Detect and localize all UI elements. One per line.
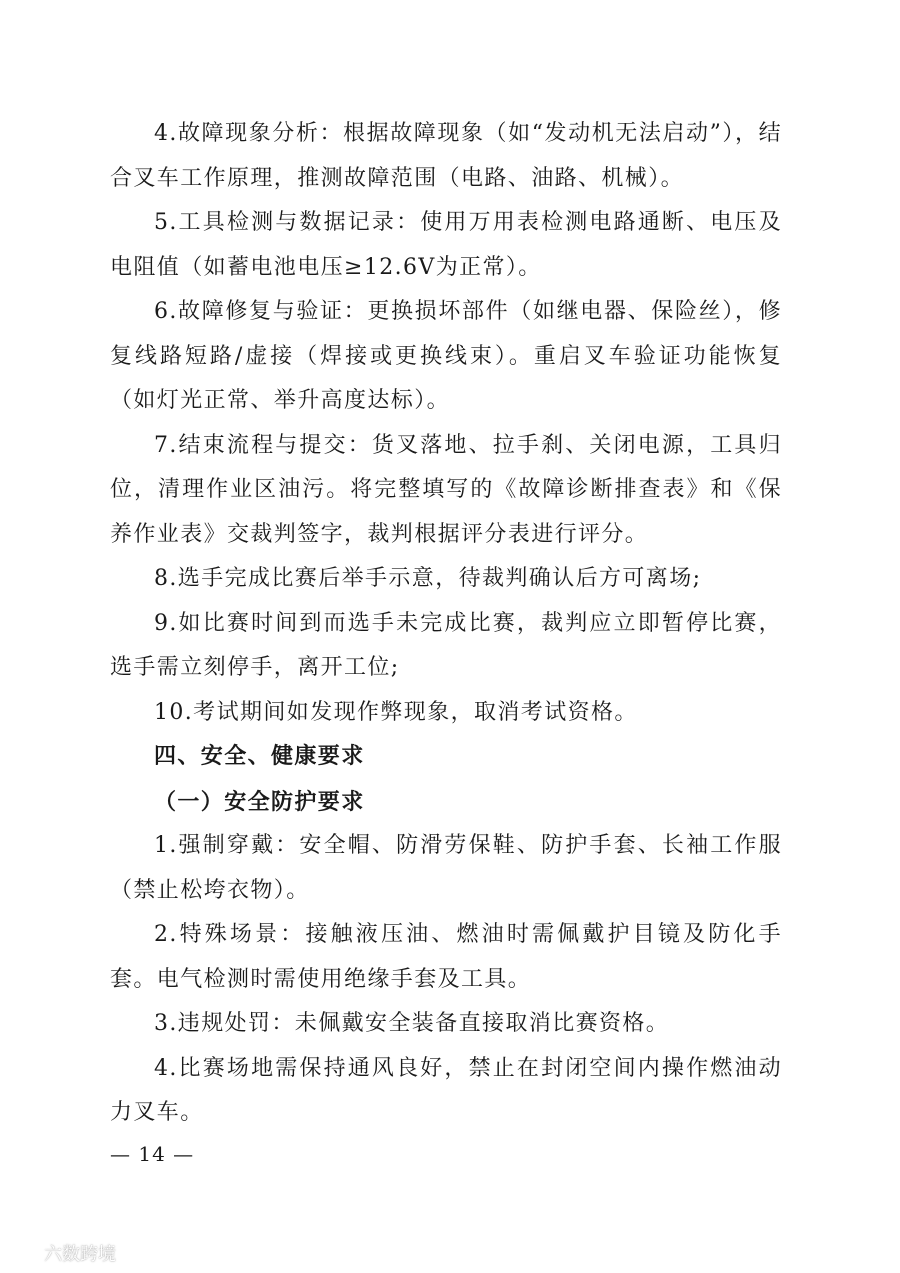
subsection-heading: （一）安全防护要求: [154, 788, 365, 815]
paragraph-special-scenarios: 2.特殊场景：接触液压油、燃油时需佩戴护目镜及防化手套。电气检测时需使用绝缘手套及工具。: [110, 922, 782, 992]
paragraph-repair-verification: 6.故障修复与验证：更换损坏部件（如继电器、保险丝），修复线路短路/虚接（焊接或更换线束）。重启叉车验证功能恢复（如灯光正常、举升高度达标）。: [110, 299, 782, 413]
paragraph-violation-penalty: 3.违规处罚：未佩戴安全装备直接取消比赛资格。: [154, 1011, 670, 1036]
section-heading: 四、安全、健康要求: [154, 744, 365, 769]
paragraph-cheating: 10.考试期间如发现作弊现象，取消考试资格。: [154, 699, 638, 725]
paragraph-tool-testing: 5.工具检测与数据记录：使用万用表检测电路通断、电压及电阻值（如蓄电池电压≥12.6V为正常）。: [110, 210, 782, 280]
paragraph-mandatory-gear: 1.强制穿戴：安全帽、防滑劳保鞋、防护手套、长袖工作服（禁止松垮衣物）。: [110, 833, 782, 903]
watermark: [8, 1240, 116, 1266]
paragraph-time-up: 9.如比赛时间到而选手未完成比赛，裁判应立即暂停比赛，选手需立刻停手，离开工位;: [110, 610, 782, 680]
paragraph-leave-venue: 8.选手完成比赛后举手示意，待裁判确认后方可离场;: [154, 566, 702, 591]
paragraph-fault-analysis: 4.故障现象分析：根据故障现象（如“发动机无法启动”），结合叉车工作原理，推测故障范围（电路、油路、机械）。: [110, 121, 782, 191]
page-body: [110, 112, 782, 1136]
paragraph-finish-submit: 7.结束流程与提交：货叉落地、拉手刹、关闭电源，工具归位，清理作业区油污。将完整填写的《故障诊断排查表》和《保养作业表》交裁判签字，裁判根据评分表进行评分。: [110, 432, 782, 547]
paragraph-ventilation: 4.比赛场地需保持通风良好，禁止在封闭空间内操作燃油动力叉车。: [110, 1055, 782, 1125]
watermark-text: 六数跨境: [44, 1244, 116, 1265]
page-number: — 14 —: [110, 1142, 195, 1166]
watermark-logo-icon: [8, 1242, 38, 1264]
